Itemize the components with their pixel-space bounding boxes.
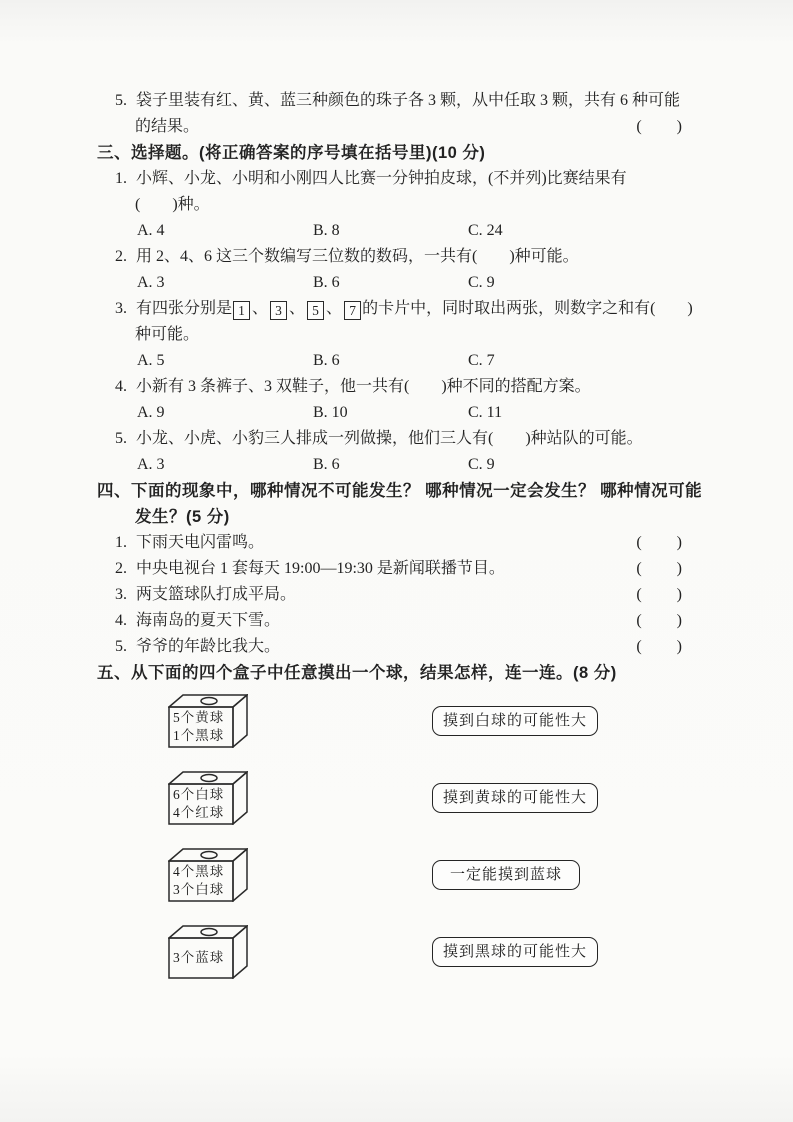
match-label-text: 摸到黑球的可能性大 (443, 944, 588, 960)
option-c: C. 7 (468, 352, 495, 369)
q5-line1 (97, 426, 685, 452)
question-text: 小辉、小龙、小明和小刚四人比赛一分钟拍皮球，(不并列)比赛结果有 (136, 170, 627, 187)
ball-box-icon (168, 694, 248, 748)
option-b: B. 6 (313, 456, 340, 473)
number-card-7: 7 (344, 301, 361, 320)
q4-line1 (97, 374, 685, 400)
q3-line1 (97, 296, 693, 322)
option-a: A. 9 (137, 404, 165, 421)
statement-text: 下雨天电闪雷鸣。 (136, 534, 265, 551)
statement-item-3 (97, 582, 685, 608)
statement-text: 爷爷的年龄比我大。 (136, 638, 281, 655)
option-a: A. 3 (137, 456, 165, 473)
statement-text: 两支篮球队打成平局。 (136, 586, 297, 603)
page-content (97, 88, 703, 1002)
number-card-3: 3 (270, 301, 287, 320)
statement-text: 中央电视台 1 套每天 19:00—19:30 是新闻联播节目。 (136, 560, 505, 577)
box-line: 1个黑球 (173, 728, 225, 743)
q4-options (97, 400, 685, 426)
section-4-title-line2: 发生？(5 分) (135, 508, 230, 526)
match-label-text: 一定能摸到蓝球 (449, 867, 562, 883)
match-label-pill (432, 783, 598, 813)
option-c: C. 11 (468, 404, 503, 421)
item-number: 5. (115, 92, 127, 109)
box-contents (173, 863, 233, 899)
option-b: B. 10 (313, 404, 348, 421)
judgment-item-5-line1 (97, 88, 685, 114)
item-text: 的结果。 (135, 118, 200, 135)
ball-box-icon (168, 848, 248, 902)
option-b: B. 8 (313, 222, 340, 239)
number-card-5: 5 (307, 301, 324, 320)
question-text: 小新有 3 条裤子、3 双鞋子，他一共有( )种不同的搭配方案。 (136, 378, 591, 395)
section-3-title: 三、选择题。(将正确答案的序号填在括号里)(10 分) (97, 144, 486, 162)
ball-box-icon (168, 925, 248, 979)
question-number: 1. (115, 170, 127, 187)
box-contents (173, 786, 233, 822)
match-label-pill (432, 860, 580, 890)
box-contents (173, 709, 233, 745)
statement-number: 1. (115, 534, 127, 551)
option-c: C. 9 (468, 274, 495, 291)
statement-item-5 (97, 634, 685, 660)
answer-blank: ( ) (636, 612, 683, 629)
match-label-pill (432, 937, 598, 967)
box-line: 3个蓝球 (173, 950, 225, 965)
question-text: 的卡片中，同时取出两张，则数字之和有( ) (362, 300, 693, 317)
q5-options (97, 452, 685, 478)
section-4-title-line1: 四、下面的现象中，哪种情况不可能发生？ 哪种情况一定会发生？ 哪种情况可能 (97, 482, 703, 500)
ball-box-icon (168, 771, 248, 825)
option-b: B. 6 (313, 352, 340, 369)
question-number: 5. (115, 430, 127, 447)
question-text: 用 2、4、6 这三个数编写三位数的数码，一共有( )种可能。 (136, 248, 579, 265)
box-line: 4个红球 (173, 805, 225, 820)
box-line: 4个黑球 (173, 864, 225, 879)
answer-blank: ( ) (636, 586, 683, 603)
statement-text: 海南岛的夏天下雪。 (136, 612, 281, 629)
question-text: 小龙、小虎、小豹三人排成一列做操，他们三人有( )种站队的可能。 (136, 430, 643, 447)
option-c: C. 9 (468, 456, 495, 473)
match-label-text: 摸到白球的可能性大 (443, 713, 588, 729)
match-label-pill (432, 706, 598, 736)
q3-line2: 种可能。 (135, 326, 200, 343)
option-a: A. 5 (137, 352, 165, 369)
matching-exercise (97, 694, 685, 979)
answer-blank: ( ) (636, 534, 683, 551)
answer-blank: ( ) (636, 638, 683, 655)
match-row-1 (97, 694, 685, 748)
box-line: 6个白球 (173, 787, 225, 802)
match-row-4 (97, 925, 685, 979)
question-number: 4. (115, 378, 127, 395)
option-a: A. 4 (137, 222, 165, 239)
box-line: 3个白球 (173, 882, 225, 897)
box-line: 5个黄球 (173, 710, 225, 725)
match-row-2 (97, 771, 685, 825)
statement-number: 3. (115, 586, 127, 603)
q1-line2: ( )种。 (135, 196, 210, 213)
item-text: 袋子里装有红、黄、蓝三种颜色的珠子各 3 颗，从中任取 3 颗，共有 6 种可能 (136, 92, 681, 109)
q1-options (97, 218, 685, 244)
question-number: 2. (115, 248, 127, 265)
statement-number: 2. (115, 560, 127, 577)
q1-line1 (97, 166, 685, 192)
question-text: 有四张分别是 (136, 300, 233, 317)
statement-item-4 (97, 608, 685, 634)
statement-item-1 (97, 530, 685, 556)
match-row-3 (97, 848, 685, 902)
answer-blank: ( ) (636, 118, 683, 135)
card-separator: 、 (326, 300, 343, 317)
statement-item-2 (97, 556, 685, 582)
card-separator: 、 (289, 300, 306, 317)
option-c: C. 24 (468, 222, 503, 239)
q2-line1 (97, 244, 685, 270)
q2-options (97, 270, 685, 296)
number-card-1: 1 (233, 301, 250, 320)
box-contents (173, 949, 233, 967)
section-5-title: 五、从下面的四个盒子中任意摸出一个球，结果怎样，连一连。(8 分) (97, 664, 617, 682)
card-separator: 、 (252, 300, 269, 317)
statement-number: 4. (115, 612, 127, 629)
judgment-item-5-line2 (97, 114, 685, 140)
q3-options (97, 348, 685, 374)
answer-blank: ( ) (636, 560, 683, 577)
option-b: B. 6 (313, 274, 340, 291)
match-label-text: 摸到黄球的可能性大 (443, 790, 588, 806)
statement-number: 5. (115, 638, 127, 655)
question-number: 3. (115, 300, 127, 317)
option-a: A. 3 (137, 274, 165, 291)
